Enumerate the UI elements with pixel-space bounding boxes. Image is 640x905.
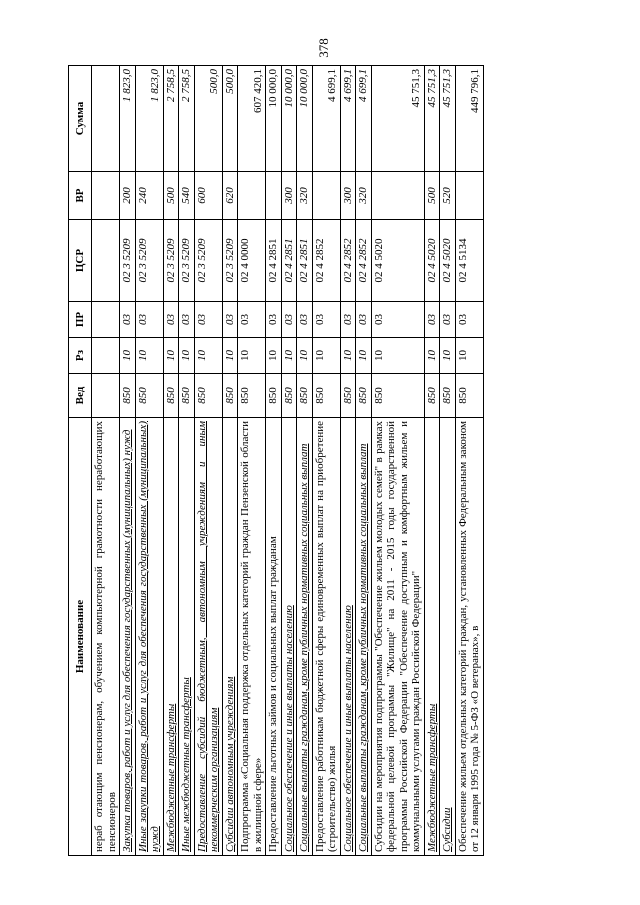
table-header-row xyxy=(69,66,92,856)
cell-rz xyxy=(238,338,266,374)
cell-sum-text: 10 000,0 xyxy=(267,69,279,108)
cell-csr-text: 02 4 5020 xyxy=(372,238,385,283)
cell-ved xyxy=(238,374,266,418)
cell-pr xyxy=(92,302,120,338)
cell-rz-text: 10 xyxy=(441,350,453,361)
cell-sum xyxy=(222,66,238,172)
cell-ved xyxy=(424,374,440,418)
cell-ved-text: 850 xyxy=(341,387,354,404)
cell-rz-text: 10 xyxy=(313,350,326,361)
cell-vr xyxy=(194,172,222,220)
cell-name-text: Субсидии xyxy=(441,807,453,852)
table-row xyxy=(135,66,163,856)
cell-name xyxy=(297,418,313,856)
cell-rz-text: 10 xyxy=(456,350,469,361)
cell-rz xyxy=(455,338,483,374)
header-name: Наименование xyxy=(69,418,92,856)
cell-name-text: Предоставление работникам бюджетной сферы единовременных выплат на приобретение (строительство) жилья xyxy=(313,421,338,852)
cell-sum xyxy=(455,66,483,172)
cell-csr xyxy=(120,220,136,302)
cell-rz xyxy=(179,338,195,374)
cell-vr xyxy=(179,172,195,220)
cell-vr-text: 300 xyxy=(282,187,295,204)
cell-vr-text: 500 xyxy=(425,187,438,204)
cell-ved xyxy=(163,374,179,418)
cell-ved xyxy=(440,374,456,418)
cell-csr xyxy=(238,220,266,302)
cell-csr-text: 02 4 2851 xyxy=(298,238,310,283)
cell-ved-text: 850 xyxy=(298,387,310,404)
cell-pr-text: 03 xyxy=(223,314,236,325)
cell-vr-text: 600 xyxy=(195,187,208,204)
cell-sum-text: 2 758,5 xyxy=(180,69,192,102)
cell-pr xyxy=(340,302,356,338)
cell-rz-text: 10 xyxy=(164,350,177,361)
cell-name xyxy=(135,418,163,856)
cell-rz xyxy=(222,338,238,374)
cell-sum-text: 500,0 xyxy=(223,69,236,94)
cell-vr xyxy=(163,172,179,220)
table-row xyxy=(163,66,179,856)
cell-csr-text: 02 4 5020 xyxy=(425,238,438,283)
header-pr: ПР xyxy=(69,302,92,338)
cell-vr-text: 240 xyxy=(136,187,149,204)
cell-csr xyxy=(163,220,179,302)
cell-sum xyxy=(163,66,179,172)
cell-name xyxy=(222,418,238,856)
table-row xyxy=(312,66,340,856)
cell-pr-text: 03 xyxy=(195,314,208,325)
cell-pr xyxy=(163,302,179,338)
cell-name-text: Социальные выплаты гражданам, кроме публичных нормативных социальных выплат xyxy=(298,443,310,852)
cell-sum-text: 10 000,0 xyxy=(282,69,295,108)
cell-vr-text: 540 xyxy=(180,187,192,204)
cell-pr-text: 03 xyxy=(372,314,385,325)
cell-sum-text: 45 751,3 xyxy=(441,69,453,108)
header-rz: Рз xyxy=(69,338,92,374)
cell-rz xyxy=(163,338,179,374)
cell-name-text: Межбюджетные трансферты xyxy=(425,703,438,852)
cell-csr-text: 02 4 2852 xyxy=(357,238,369,283)
table-row xyxy=(238,66,266,856)
cell-csr-text: 02 4 2852 xyxy=(313,238,326,283)
cell-sum xyxy=(92,66,120,172)
cell-vr xyxy=(92,172,120,220)
cell-pr-text: 03 xyxy=(164,314,177,325)
cell-csr xyxy=(266,220,282,302)
cell-sum-text: 45 751,3 xyxy=(410,69,422,108)
cell-ved xyxy=(281,374,297,418)
cell-ved xyxy=(455,374,483,418)
cell-csr-text: 02 4 0000 xyxy=(239,238,251,283)
table-body xyxy=(92,66,484,856)
rotated-table-container xyxy=(68,66,573,856)
cell-csr xyxy=(424,220,440,302)
cell-name-text: Межбюджетные трансферты xyxy=(164,703,177,852)
cell-ved-text: 850 xyxy=(223,387,236,404)
cell-rz-text: 10 xyxy=(341,350,354,361)
cell-rz xyxy=(312,338,340,374)
cell-sum xyxy=(194,66,222,172)
cell-vr xyxy=(340,172,356,220)
cell-rz-text: 10 xyxy=(195,350,208,361)
cell-ved xyxy=(312,374,340,418)
cell-name xyxy=(424,418,440,856)
cell-csr xyxy=(340,220,356,302)
cell-pr-text: 03 xyxy=(267,314,279,325)
cell-sum-text: 2 758,5 xyxy=(164,69,177,102)
cell-sum xyxy=(179,66,195,172)
cell-csr-text: 02 4 2852 xyxy=(341,238,354,283)
cell-ved-text: 850 xyxy=(441,387,453,404)
cell-ved-text: 850 xyxy=(239,387,251,404)
cell-vr-text: 300 xyxy=(341,187,354,204)
cell-sum-text: 4 699,1 xyxy=(326,69,338,102)
cell-sum-text: 4 699,1 xyxy=(357,69,369,102)
cell-csr xyxy=(222,220,238,302)
cell-csr-text: 02 3 5209 xyxy=(195,238,208,283)
cell-rz xyxy=(92,338,120,374)
cell-pr-text: 03 xyxy=(313,314,326,325)
cell-pr xyxy=(455,302,483,338)
cell-name xyxy=(266,418,282,856)
cell-name xyxy=(356,418,372,856)
table-row xyxy=(92,66,120,856)
cell-name-text: Социальные выплаты гражданам, кроме публичных нормативных социальных выплат xyxy=(357,443,369,852)
cell-sum xyxy=(281,66,297,172)
cell-name-text: Социальное обеспечение и иные выплаты населению xyxy=(341,605,354,852)
cell-rz xyxy=(356,338,372,374)
cell-rz-text: 10 xyxy=(282,350,295,361)
cell-csr-text: 02 4 5020 xyxy=(441,238,453,283)
cell-ved xyxy=(340,374,356,418)
table-row xyxy=(179,66,195,856)
cell-rz xyxy=(371,338,424,374)
cell-csr xyxy=(371,220,424,302)
cell-rz xyxy=(194,338,222,374)
cell-ved-text: 850 xyxy=(425,387,438,404)
cell-vr xyxy=(455,172,483,220)
table-row xyxy=(340,66,356,856)
cell-sum xyxy=(135,66,163,172)
table-row xyxy=(222,66,238,856)
table-row xyxy=(440,66,456,856)
budget-table xyxy=(68,65,484,856)
cell-sum-text: 10 000,0 xyxy=(298,69,310,108)
cell-csr-text: 02 3 5209 xyxy=(164,238,177,283)
cell-vr-text: 200 xyxy=(121,187,133,204)
cell-sum-text: 449 796,1 xyxy=(469,69,481,113)
cell-name xyxy=(371,418,424,856)
cell-pr-text: 03 xyxy=(441,314,453,325)
cell-pr xyxy=(312,302,340,338)
header-sum: Сумма xyxy=(69,66,92,172)
cell-rz-text: 10 xyxy=(425,350,438,361)
cell-vr xyxy=(135,172,163,220)
cell-sum xyxy=(356,66,372,172)
cell-sum-text: 607 420,1 xyxy=(251,69,264,113)
cell-vr xyxy=(356,172,372,220)
cell-rz-text: 10 xyxy=(180,350,192,361)
cell-rz xyxy=(340,338,356,374)
cell-name-text: Подпрограмма «Социальная поддержка отдельных категорий граждан Пензенской области в жилищной сфере» xyxy=(239,421,264,852)
table-row xyxy=(120,66,136,856)
cell-pr xyxy=(120,302,136,338)
cell-pr xyxy=(238,302,266,338)
cell-sum-text: 1 823,0 xyxy=(149,69,161,102)
cell-pr-text: 03 xyxy=(136,314,149,325)
cell-name-text: Социальное обеспечение и иные выплаты населению xyxy=(282,605,295,852)
cell-ved xyxy=(297,374,313,418)
cell-rz-text: 10 xyxy=(239,350,251,361)
cell-ved xyxy=(120,374,136,418)
cell-ved-text: 850 xyxy=(456,387,469,404)
cell-rz xyxy=(135,338,163,374)
cell-pr xyxy=(135,302,163,338)
cell-name xyxy=(281,418,297,856)
cell-csr xyxy=(179,220,195,302)
cell-name xyxy=(455,418,483,856)
cell-rz-text: 10 xyxy=(372,350,385,361)
cell-rz-text: 10 xyxy=(136,350,149,361)
cell-pr xyxy=(179,302,195,338)
header-vr: ВР xyxy=(69,172,92,220)
cell-vr xyxy=(222,172,238,220)
cell-pr xyxy=(194,302,222,338)
cell-csr xyxy=(312,220,340,302)
cell-sum xyxy=(297,66,313,172)
cell-name xyxy=(179,418,195,856)
cell-ved-text: 850 xyxy=(121,387,133,404)
cell-csr xyxy=(92,220,120,302)
cell-vr xyxy=(424,172,440,220)
cell-rz-text: 10 xyxy=(267,350,279,361)
cell-csr xyxy=(356,220,372,302)
cell-name xyxy=(340,418,356,856)
cell-sum xyxy=(312,66,340,172)
cell-ved-text: 850 xyxy=(267,387,279,404)
cell-vr xyxy=(312,172,340,220)
header-csr: ЦСР xyxy=(69,220,92,302)
cell-pr-text: 03 xyxy=(341,314,354,325)
cell-name xyxy=(194,418,222,856)
cell-csr-text: 02 3 5209 xyxy=(121,238,133,283)
cell-csr-text: 02 4 2851 xyxy=(282,238,295,283)
cell-csr xyxy=(455,220,483,302)
cell-vr xyxy=(281,172,297,220)
cell-rz xyxy=(424,338,440,374)
cell-rz xyxy=(297,338,313,374)
cell-pr xyxy=(440,302,456,338)
cell-rz xyxy=(120,338,136,374)
cell-vr xyxy=(297,172,313,220)
cell-name-text: Иные межбюджетные трансферты xyxy=(180,677,192,852)
table-row xyxy=(194,66,222,856)
cell-rz xyxy=(281,338,297,374)
cell-vr xyxy=(120,172,136,220)
cell-pr xyxy=(424,302,440,338)
table-row xyxy=(281,66,297,856)
cell-ved xyxy=(356,374,372,418)
cell-pr-text: 03 xyxy=(357,314,369,325)
cell-vr xyxy=(266,172,282,220)
cell-ved-text: 850 xyxy=(180,387,192,404)
cell-csr xyxy=(194,220,222,302)
table-row xyxy=(356,66,372,856)
cell-ved-text: 850 xyxy=(372,387,385,404)
cell-sum xyxy=(424,66,440,172)
cell-pr-text: 03 xyxy=(282,314,295,325)
cell-name-text: Предоставление льготных займов и социальных выплат гражданам xyxy=(267,536,279,852)
table-row xyxy=(266,66,282,856)
cell-pr-text: 03 xyxy=(121,314,133,325)
cell-rz-text: 10 xyxy=(121,350,133,361)
cell-name-text: Закупка товаров, работ и услуг для обеспечения государственных (муниципальных) нужд xyxy=(121,429,133,852)
cell-pr xyxy=(281,302,297,338)
cell-sum xyxy=(340,66,356,172)
cell-sum-text: 1 823,0 xyxy=(121,69,133,102)
cell-csr-text: 02 4 5134 xyxy=(456,238,469,283)
cell-name-text: Предоставление субсидий бюджетным, автономным учреждениям и иным некоммерческим организациям xyxy=(195,421,220,852)
cell-vr xyxy=(371,172,424,220)
cell-rz xyxy=(440,338,456,374)
cell-ved-text: 850 xyxy=(136,387,149,404)
cell-sum xyxy=(238,66,266,172)
cell-pr-text: 03 xyxy=(425,314,438,325)
table-row xyxy=(371,66,424,856)
cell-ved xyxy=(266,374,282,418)
cell-vr xyxy=(440,172,456,220)
cell-csr xyxy=(297,220,313,302)
cell-pr xyxy=(266,302,282,338)
cell-rz-text: 10 xyxy=(298,350,310,361)
page-number: 378 xyxy=(315,38,331,58)
cell-pr-text: 03 xyxy=(239,314,251,325)
cell-name-text: нераб отающим пенсионерам, обучением компьютерной грамотности неработающих пенсионеров xyxy=(93,421,118,852)
cell-vr-text: 520 xyxy=(441,187,453,204)
cell-sum-text: 45 751,3 xyxy=(425,69,438,108)
cell-csr xyxy=(135,220,163,302)
cell-vr xyxy=(238,172,266,220)
cell-ved xyxy=(371,374,424,418)
cell-vr-text: 500 xyxy=(164,187,177,204)
cell-name xyxy=(120,418,136,856)
cell-pr xyxy=(297,302,313,338)
cell-ved-text: 850 xyxy=(313,387,326,404)
cell-csr-text: 02 4 2851 xyxy=(267,238,279,283)
cell-csr-text: 02 3 5209 xyxy=(223,238,236,283)
cell-rz xyxy=(266,338,282,374)
cell-name xyxy=(92,418,120,856)
cell-pr xyxy=(371,302,424,338)
cell-ved xyxy=(92,374,120,418)
cell-ved xyxy=(194,374,222,418)
cell-ved xyxy=(222,374,238,418)
cell-pr-text: 03 xyxy=(298,314,310,325)
cell-ved xyxy=(135,374,163,418)
cell-csr-text: 02 3 5209 xyxy=(180,238,192,283)
cell-name-text: Иные закупки товаров, работ и услуг для обеспечения государственных (муниципальных) нужд xyxy=(136,421,161,852)
cell-pr xyxy=(222,302,238,338)
cell-sum xyxy=(266,66,282,172)
cell-ved xyxy=(179,374,195,418)
table-row xyxy=(297,66,313,856)
cell-pr xyxy=(356,302,372,338)
cell-ved-text: 850 xyxy=(282,387,295,404)
cell-ved-text: 850 xyxy=(195,387,208,404)
cell-rz-text: 10 xyxy=(223,350,236,361)
cell-name-text: Субсидии автономным учреждениям xyxy=(223,676,236,852)
cell-csr xyxy=(281,220,297,302)
cell-name xyxy=(163,418,179,856)
cell-csr xyxy=(440,220,456,302)
cell-vr-text: 320 xyxy=(357,187,369,204)
table-row xyxy=(455,66,483,856)
cell-pr-text: 03 xyxy=(180,314,192,325)
cell-sum-text: 4 699,1 xyxy=(341,69,354,102)
cell-vr-text: 620 xyxy=(223,187,236,204)
cell-sum xyxy=(120,66,136,172)
table-row xyxy=(424,66,440,856)
header-ved: Вед xyxy=(69,374,92,418)
cell-rz-text: 10 xyxy=(357,350,369,361)
cell-name-text: Обеспечение жильем отдельных категорий граждан, установленных Федеральным законом от 12 января 1995 года № 5-ФЗ «О ветеранах», в xyxy=(456,421,481,852)
cell-ved-text: 850 xyxy=(357,387,369,404)
cell-pr-text: 03 xyxy=(456,314,469,325)
cell-vr-text: 320 xyxy=(298,187,310,204)
cell-name xyxy=(238,418,266,856)
cell-ved-text: 850 xyxy=(164,387,177,404)
cell-sum xyxy=(440,66,456,172)
cell-sum-text: 500,0 xyxy=(208,69,220,94)
cell-name xyxy=(440,418,456,856)
cell-name xyxy=(312,418,340,856)
cell-name-text: Субсидии на мероприятия подпрограммы "Обеспечение жильем молодых семей" в рамках федеральной целевой программы "Жилище" на 2011 - 2015 годы государственной программы Российской Федерации "Обеспечение доступным и комфортным жильем и коммунальными услугами граждан Российской Федерации" xyxy=(372,421,422,852)
cell-csr-text: 02 3 5209 xyxy=(136,238,149,283)
cell-sum xyxy=(371,66,424,172)
